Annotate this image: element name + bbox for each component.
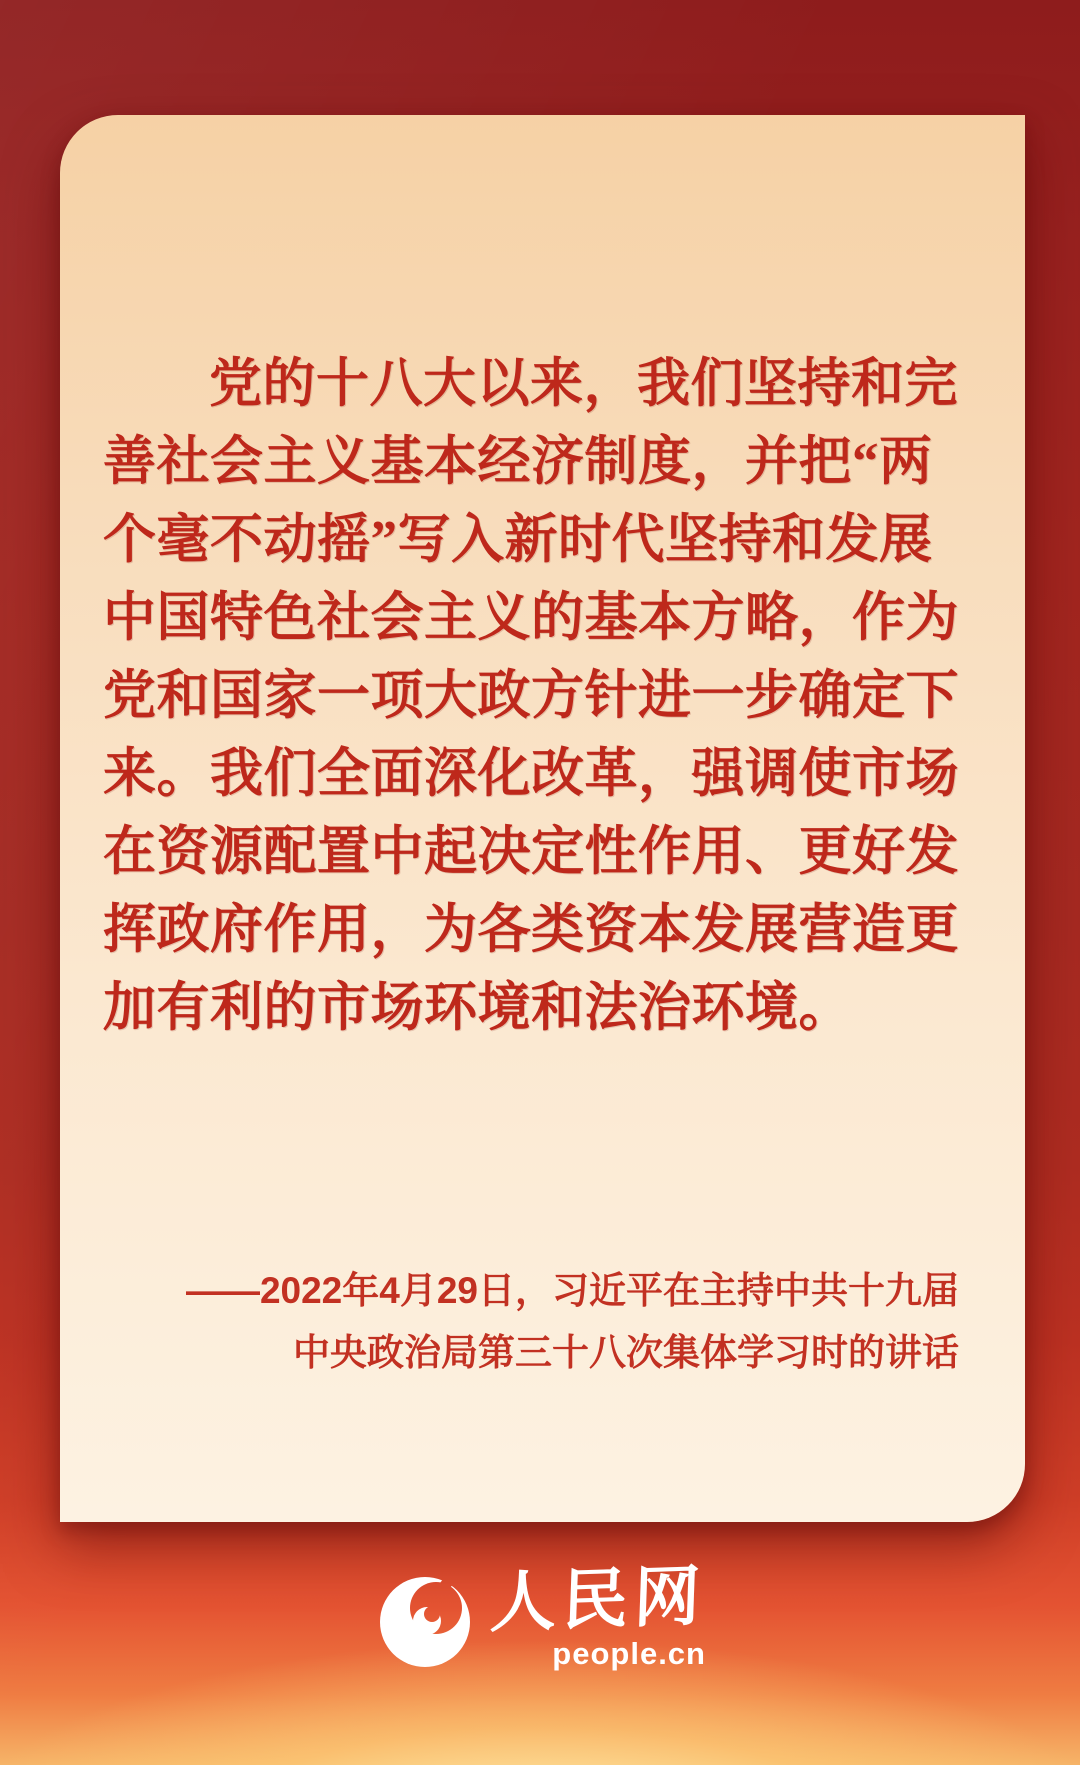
quote-card — [60, 115, 1025, 1522]
quote-line: 中国特色社会主义的基本方略，作为 — [103, 589, 959, 647]
quote-line: 善社会主义基本经济制度，并把“两 — [103, 433, 933, 491]
quote-line: 挥政府作用，为各类资本发展营造更 — [103, 901, 959, 959]
quote-line: 个毫不动摇”写入新时代坚持和发展 — [103, 511, 933, 569]
quote-line: 党和国家一项大政方针进一步确定下 — [103, 667, 959, 725]
quote-line: 加有利的市场环境和法治环境。 — [103, 979, 852, 1037]
logo-text-column — [488, 1560, 708, 1671]
quote-line: 在资源配置中起决定性作用、更好发 — [103, 823, 959, 881]
quote-line: 来。我们全面深化改革，强调使市场 — [103, 745, 959, 803]
attribution-line-2: 中央政治局第三十八次集体学习时的讲话 — [293, 1332, 959, 1373]
attribution-line-1: ——2022年4月29日，习近平在主持中共十九届 — [185, 1270, 959, 1311]
quote-attribution — [186, 1260, 959, 1384]
logo-cn-text: 人民网 — [488, 1560, 708, 1641]
people-cn-logo — [0, 1560, 1080, 1671]
people-cn-globe-icon — [374, 1570, 480, 1670]
logo-domain-text: people.cn — [552, 1636, 706, 1671]
quote-text-block — [103, 345, 985, 1047]
quote-line: 党的十八大以来，我们坚持和完 — [209, 355, 958, 413]
